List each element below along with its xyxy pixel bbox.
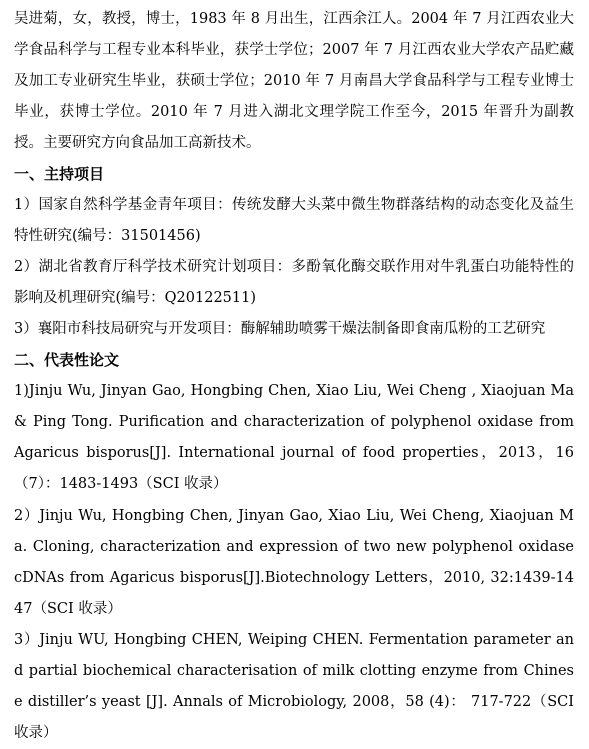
paper-item-2: 2）Jinju Wu, Hongbing Chen, Jinyan Gao, Xiao Liu, Wei Cheng, Xiaojuan Ma. Cloning, characterization and expression of two new polyphenol oxidase cDNAs from Agaricus bisporus[J].Biotechnology Letters，2010, 32:1439-1447（SCI 收录） xyxy=(14,508,574,617)
papers-heading: 二、代表性论文 xyxy=(14,351,120,369)
paper-item-1: 1)Jinju Wu, Jinyan Gao, Hongbing Chen, Xiao Liu, Wei Cheng , Xiaojuan Ma & Ping Tong. Purification and characterization of polyphenol oxidase from Agaricus bisporus[J]. International journal of food properties，2013，16（7）：1483-1493（SCI 收录） xyxy=(14,383,574,492)
project-item-3: 3）襄阳市科技局研究与开发项目：酶解辅助喷雾干燥法制备即食南瓜粉的工艺研究 xyxy=(14,321,546,337)
bio-paragraph: 吴进菊，女，教授，博士，1983 年 8 月出生，江西余江人。2004 年 7 月江西农业大学食品科学与工程专业本科毕业，获学士学位；2007 年 7 月江西农业大学农产品贮藏及加工专业研究生毕业，获硕士学位；2010 年 7 月南昌大学食品科学与工程专业博士毕业，获博士学位。2010 年 7 月进入湖北文理学院工作至今，2015 年晋升为副教授。主要研究方向食品加工高新技术。 xyxy=(14,11,574,151)
document-page xyxy=(14,0,574,749)
paper-item-3: 3）Jinju WU, Hongbing CHEN, Weiping CHEN. Fermentation parameter and partial biochemical characterisation of milk clotting enzyme from Chinese distiller’s yeast [J]. Annals of Microbiology, 2008，58 (4)： 717-722（SCI 收录） xyxy=(14,632,574,741)
projects-heading: 一、主持项目 xyxy=(14,165,105,183)
project-item-1: 1）国家自然科学基金青年项目：传统发酵大头菜中微生物群落结构的动态变化及益生特性研究(编号：31501456) xyxy=(14,197,574,244)
project-item-2: 2）湖北省教育厅科学技术研究计划项目：多酚氧化酶交联作用对牛乳蛋白功能特性的影响及机理研究(编号：Q20122511) xyxy=(14,259,574,306)
